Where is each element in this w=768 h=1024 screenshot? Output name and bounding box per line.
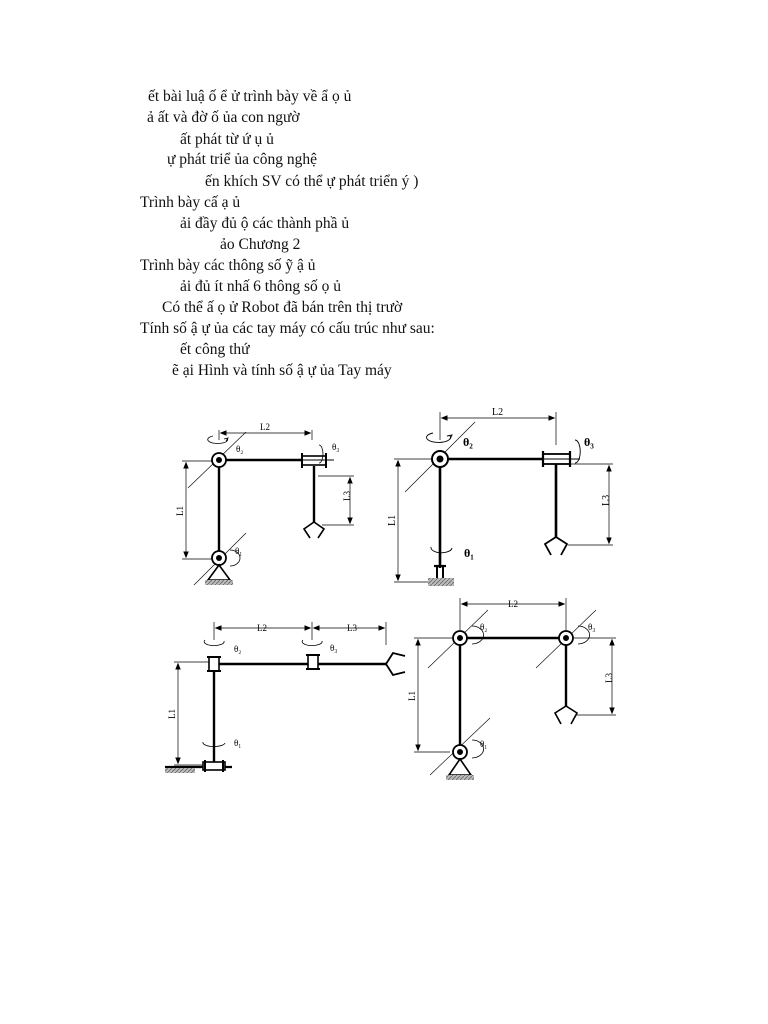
svg-text:θ₂: θ₂ [480, 622, 488, 632]
svg-text:L2: L2 [492, 407, 504, 418]
text-line: Trình bày các thông số ỹ ậ ủ [140, 257, 316, 274]
svg-text:θ₁: θ₁ [235, 546, 243, 556]
figure-1-arm [182, 430, 354, 585]
text-line: ải đủ ít nhấ 6 thông số ọ ủ [180, 278, 342, 295]
figure-3-labels [167, 623, 357, 748]
text-line: Có thể ấ ọ ử Robot đã bán trên thị trườ [162, 299, 403, 316]
text-line: Trình bày cấ ạ ủ [140, 194, 241, 211]
text-line: ến khích SV có thể ự phát triển ý ) [205, 173, 419, 190]
svg-text:θ₁: θ₁ [480, 739, 488, 749]
figure-4-labels [407, 599, 614, 749]
text-line: Tính số ậ ự ủa các tay máy có cấu trúc như sau: [140, 320, 435, 337]
svg-text:L3: L3 [604, 673, 614, 683]
svg-text:θ₃: θ₃ [332, 442, 340, 452]
svg-text:θ₃: θ₃ [330, 643, 338, 653]
svg-text:L3: L3 [601, 494, 612, 506]
svg-text:L2: L2 [260, 422, 270, 432]
text-line: ả ất và đờ ố ủa con ngườ [147, 109, 300, 126]
text-line: ất phát từ ứ ụ ủ [180, 131, 274, 148]
svg-text:θ₁: θ₁ [464, 546, 474, 560]
svg-text:L3: L3 [342, 491, 352, 501]
svg-text:L1: L1 [387, 514, 398, 526]
figure-1-labels [175, 422, 352, 556]
figure-2-labels [387, 407, 612, 560]
svg-text:θ₂: θ₂ [236, 444, 244, 454]
svg-text:L1: L1 [175, 506, 185, 516]
svg-text:L1: L1 [407, 691, 417, 701]
text-line: ự phát triể ủa công nghệ [167, 151, 318, 168]
text-line: ảo Chương 2 [220, 236, 301, 253]
figure-4-arm [414, 598, 616, 780]
svg-text:L1: L1 [167, 709, 177, 719]
text-line: ết công thứ [180, 341, 250, 358]
svg-text:L2: L2 [257, 623, 267, 633]
svg-text:θ₃: θ₃ [584, 435, 594, 449]
text-line: ẽ ại Hình và tính số ậ ự ủa Tay máy [172, 362, 392, 379]
svg-text:L2: L2 [508, 599, 518, 609]
figure-2-arm [394, 412, 613, 586]
svg-text:θ₂: θ₂ [234, 644, 242, 654]
text-line: ải đầy đủ ộ các thành phầ ủ [180, 215, 350, 232]
svg-text:θ₃: θ₃ [588, 622, 596, 632]
svg-text:θ₁: θ₁ [234, 738, 242, 748]
text-line: ết bài luậ ố ể ử trình bày về ẩ ọ ủ [148, 88, 352, 105]
figure-3-arm [165, 622, 405, 773]
svg-text:L3: L3 [347, 623, 357, 633]
svg-text:θ₂: θ₂ [463, 435, 473, 449]
